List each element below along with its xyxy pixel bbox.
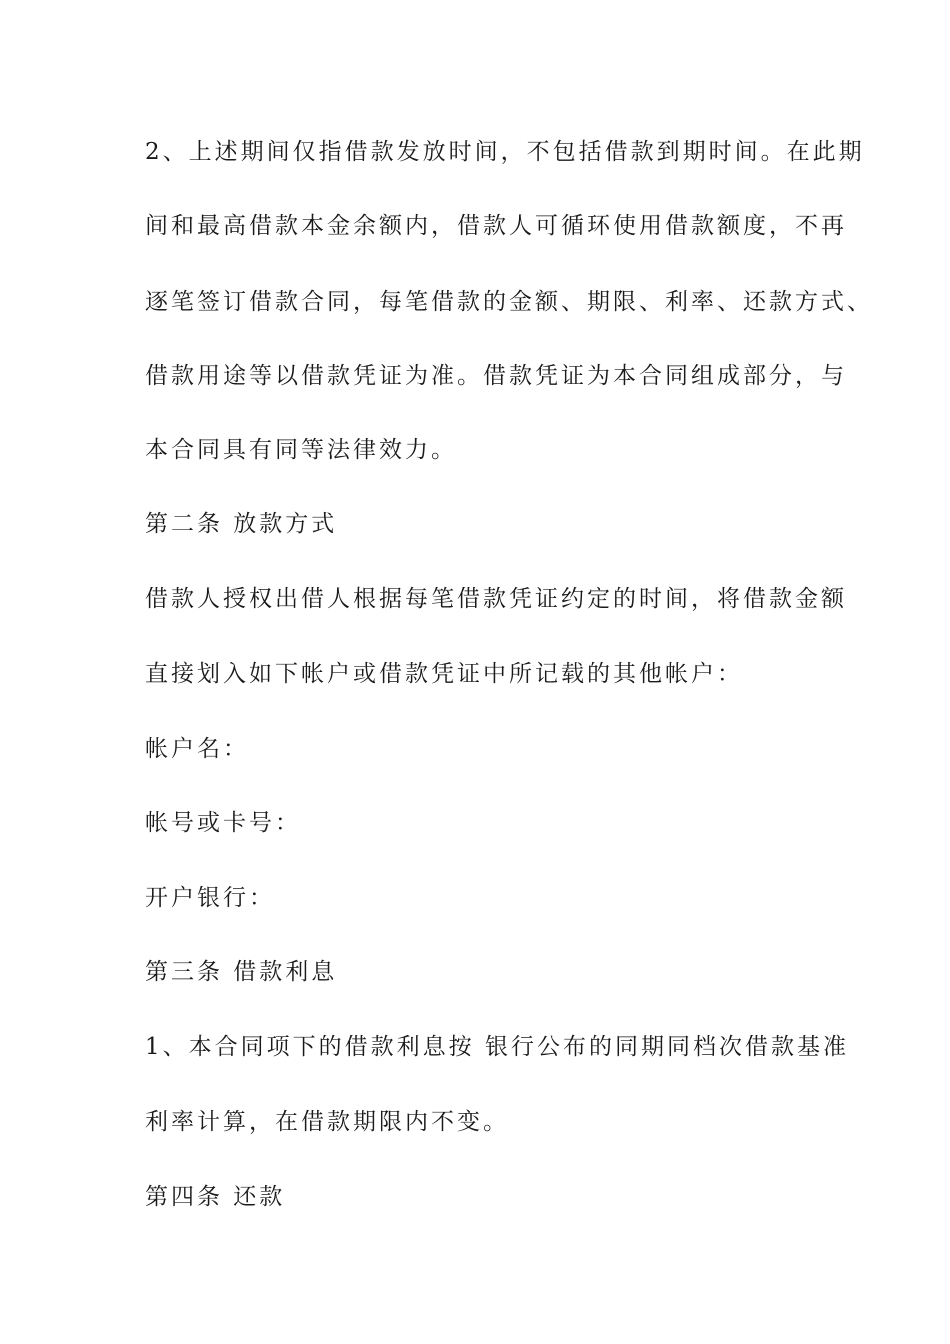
field-label-account-number: 帐号或卡号： [145,810,301,836]
section-heading: 第四条 还款 [145,1184,286,1210]
section-heading: 第二条 放款方式 [145,511,338,537]
paragraph-line: 2、上述期间仅指借款发放时间，不包括借款到期时间。在此期 [145,139,865,165]
field-label-bank: 开户银行： [145,885,275,911]
field-label-account-name: 帐户名： [145,736,249,762]
paragraph-line: 利率计算，在借款期限内不变。 [145,1109,509,1135]
paragraph-line: 借款人授权出借人根据每笔借款凭证约定的时间，将借款金额 [145,586,847,612]
paragraph-line: 直接划入如下帐户或借款凭证中所记载的其他帐户： [145,661,743,687]
paragraph-line: 借款用途等以借款凭证为准。借款凭证为本合同组成部分，与 [145,363,847,389]
paragraph-line: 本合同具有同等法律效力。 [145,437,457,463]
paragraph-line: 1、本合同项下的借款利息按 银行公布的同期同档次借款基准 [145,1034,849,1060]
section-heading: 第三条 借款利息 [145,959,338,985]
paragraph-line: 间和最高借款本金余额内，借款人可循环使用借款额度，不再 [145,213,847,239]
paragraph-line: 逐笔签订借款合同，每笔借款的金额、期限、利率、还款方式、 [145,289,873,315]
